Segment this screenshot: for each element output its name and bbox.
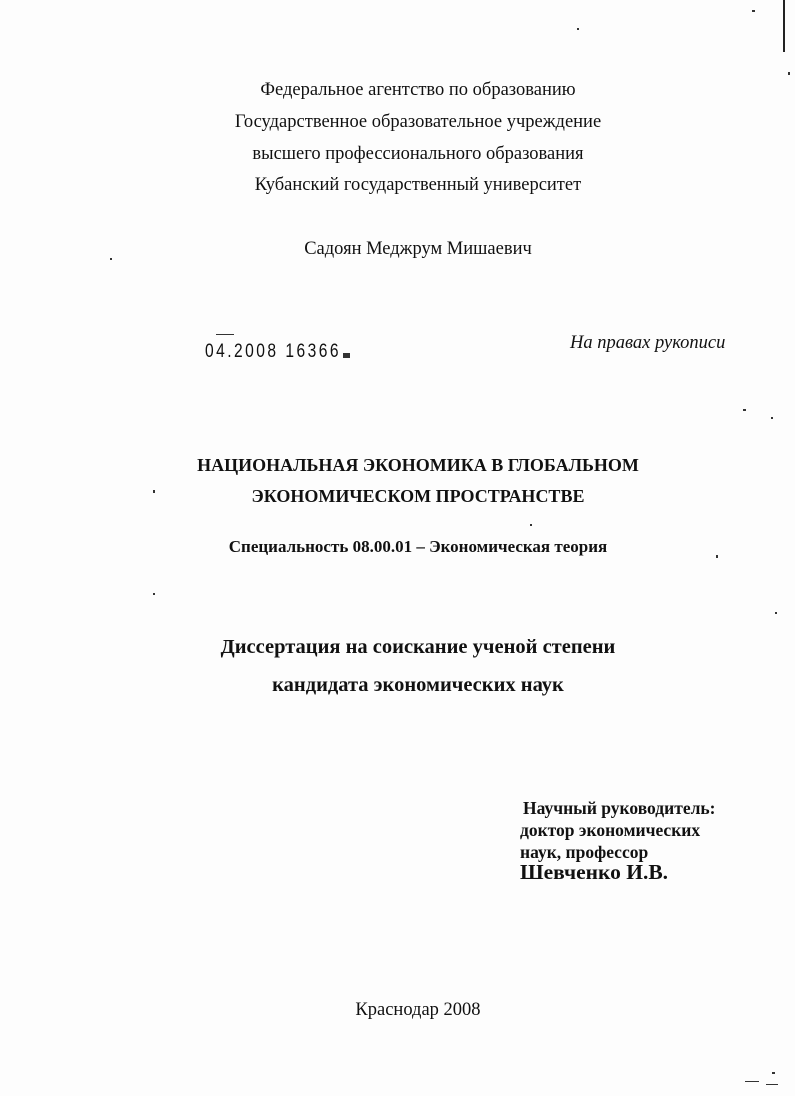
ink-dot (343, 353, 350, 358)
scan-speck (766, 1084, 778, 1085)
org-line-agency: Федеральное агентство по образованию (260, 80, 576, 100)
registration-number (205, 341, 341, 363)
org-line-education-level: высшего профессионального образования (252, 144, 584, 164)
scan-speck (745, 1081, 759, 1082)
supervisor-name: Шевченко И.В. (520, 860, 669, 884)
scan-speck (775, 612, 777, 614)
scan-edge-mark (783, 0, 785, 52)
supervisor-label: Научный руководитель: (523, 798, 716, 818)
author-name: Садоян Меджрум Мишаевич (304, 239, 532, 259)
scan-speck (716, 555, 718, 558)
dissertation-title-line-2: ЭКОНОМИЧЕСКОМ ПРОСТРАНСТВЕ (251, 486, 585, 506)
scan-speck (772, 1072, 775, 1074)
scan-speck (153, 490, 155, 493)
ink-mark (216, 334, 234, 335)
thesis-degree-line-1: Диссертация на соискание ученой степени (220, 636, 616, 658)
scan-speck (752, 10, 755, 12)
scan-speck (153, 593, 155, 595)
scan-speck (110, 258, 112, 260)
scan-speck (530, 524, 532, 526)
org-line-institution-type: Государственное образовательное учреждение (234, 112, 602, 132)
scan-speck (788, 72, 790, 75)
supervisor-degree-line-2: наук, профессор (520, 842, 649, 862)
manuscript-note: На правах рукописи (570, 333, 726, 353)
dissertation-title-line-1: НАЦИОНАЛЬНАЯ ЭКОНОМИКА В ГЛОБАЛЬНОМ (197, 455, 639, 475)
supervisor-degree-line-1: доктор экономических (520, 820, 701, 840)
org-line-university: Кубанский государственный университет (254, 175, 582, 195)
thesis-degree-line-2: кандидата экономических наук (272, 674, 564, 696)
scan-speck (743, 409, 746, 411)
city-year: Краснодар 2008 (355, 1000, 481, 1020)
registration-number-text: 04.2008 16366 (205, 341, 341, 362)
scan-speck (577, 28, 579, 30)
scan-speck (771, 417, 773, 419)
specialty: Специальность 08.00.01 – Экономическая теория (228, 537, 608, 556)
